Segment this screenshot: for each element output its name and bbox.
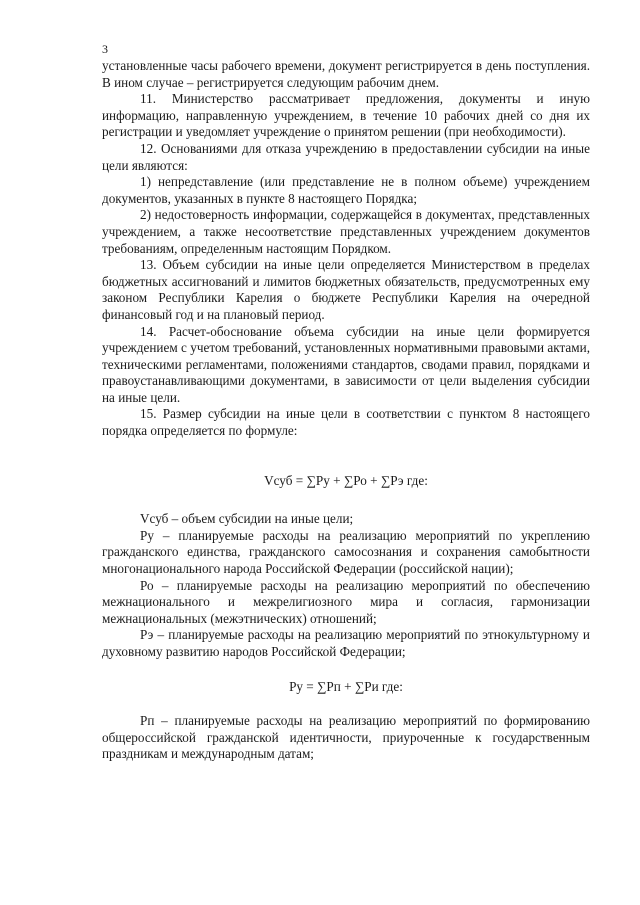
paragraph-13: 13. Объем субсидии на иные цели определяется Министерством в пределах бюджетных ассигнований и лимитов бюджетных обязательств, предусмотренных ему законом Республики Карелия о бюджете Республики Карелия на очередной финансовый год и на плановый период.	[102, 257, 590, 322]
formula-subsidy-volume: Vсуб = ∑Ру + ∑Ро + ∑Рэ где:	[264, 472, 428, 488]
page-number: 3	[102, 42, 108, 56]
definition-vsub: Vсуб – объем субсидии на иные цели;	[140, 511, 354, 527]
definition-re: Рэ – планируемые расходы на реализацию мероприятий по этнокультурному и духовному развитию народов Российской Федерации;	[102, 627, 590, 659]
paragraph-12-item-2: 2) недостоверность информации, содержащейся в документах, представленных учреждением, а также несоответствие представленных учреждением документов требованиям, определенным настоящим Порядком.	[102, 207, 590, 256]
paragraph-14: 14. Расчет-обоснование объема субсидии на иные цели формируется учреждением с учетом требований, установленных нормативными правовыми актами, техническими регламентами, положениями стандартов, сводами правил, порядками и правоустанавливающими документами, в зависимости от цели выделения субсидии на иные цели.	[102, 323, 590, 405]
paragraph-12: 12. Основаниями для отказа учреждению в предоставлении субсидии на иные цели являются:	[102, 140, 590, 173]
definition-ru: Ру – планируемые расходы на реализацию мероприятий по укреплению гражданского единства, гражданского самосознания и сохранения самобытности многонационального народа Российской Федерации (российской нации);	[102, 527, 590, 577]
paragraph-15: 15. Размер субсидии на иные цели в соответствии с пунктом 8 настоящего порядка определяется по формуле:	[102, 406, 590, 439]
paragraph-12-item-1: 1) непредставление (или представление не в полном объеме) учреждением документов, указанных в пункте 8 настоящего Порядка;	[102, 174, 590, 206]
document-body	[102, 58, 590, 763]
definition-rp: Рп – планируемые расходы на реализацию мероприятий по формированию общероссийской гражданской идентичности, приуроченные к государственным праздникам и международным датам;	[102, 713, 590, 762]
definition-ro: Ро – планируемые расходы на реализацию мероприятий по обеспечению межнационального и межрелигиозного мира и согласия, гармонизации межнациональных (межэтнических) отношений;	[102, 577, 590, 626]
formula-ru: Ру = ∑Рп + ∑Ри где:	[289, 678, 403, 694]
paragraph-11: 11. Министерство рассматривает предложения, документы и иную информацию, направленную учреждением, в течение 10 рабочих дней со дня их регистрации и уведомляет учреждение о принятом решении (при необходимости).	[102, 91, 590, 140]
paragraph-continuation: установленные часы рабочего времени, документ регистрируется в день поступления. В ином случае – регистрируется следующим рабочим днем.	[102, 58, 590, 90]
